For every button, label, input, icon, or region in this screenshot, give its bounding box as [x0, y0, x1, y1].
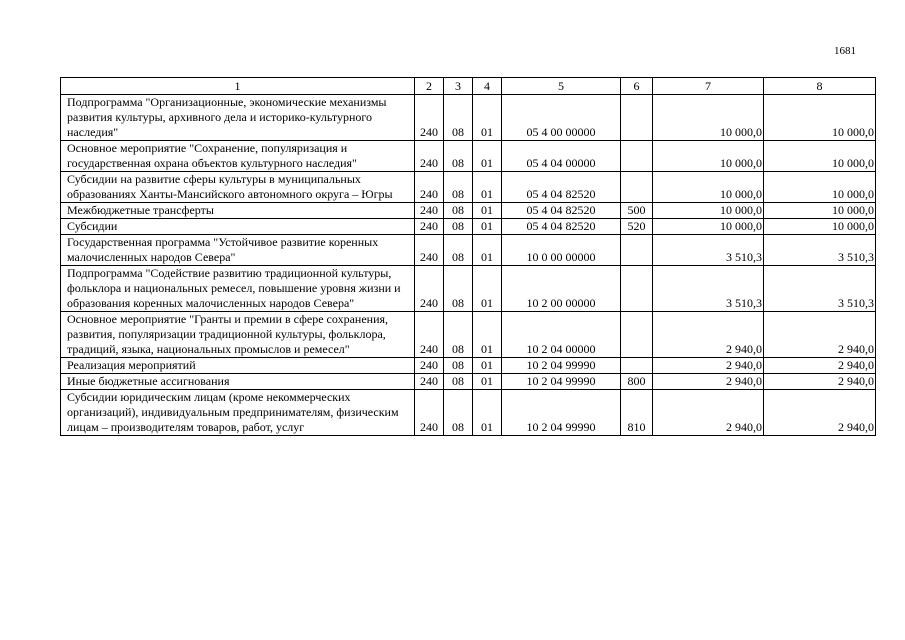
row-name: Субсидии юридическим лицам (кроме некоммерческих организаций), индивидуальным предпринимателям, физическим лицам – производителям товаров, работ, услуг	[61, 390, 415, 436]
column-6-cell	[621, 141, 653, 172]
column-header: 6	[621, 78, 653, 95]
row-name: Государственная программа "Устойчивое развитие коренных малочисленных народов Севера"	[61, 235, 415, 266]
column-7-cell: 10 000,0	[653, 172, 764, 203]
column-2-cell: 240	[415, 203, 444, 219]
column-4-cell: 01	[473, 266, 502, 312]
column-3-cell: 08	[444, 141, 473, 172]
column-3-cell: 08	[444, 172, 473, 203]
column-8-cell: 10 000,0	[764, 172, 876, 203]
table-row	[61, 312, 876, 358]
column-8-cell: 10 000,0	[764, 203, 876, 219]
column-7-cell: 3 510,3	[653, 235, 764, 266]
column-4-cell: 01	[473, 390, 502, 436]
row-name: Основное мероприятие "Гранты и премии в сфере сохранения, развития, популяризации традиционной культуры, фольклора, традиций, языка, национальных промыслов и ремесел"	[61, 312, 415, 358]
column-8-cell: 10 000,0	[764, 95, 876, 141]
column-7-cell: 10 000,0	[653, 203, 764, 219]
column-3-cell: 08	[444, 358, 473, 374]
column-7-cell: 2 940,0	[653, 312, 764, 358]
column-2-cell: 240	[415, 312, 444, 358]
column-6-cell	[621, 266, 653, 312]
column-6-cell: 500	[621, 203, 653, 219]
row-name: Субсидии	[61, 219, 415, 235]
column-7-cell: 2 940,0	[653, 358, 764, 374]
column-6-cell	[621, 95, 653, 141]
column-6-cell	[621, 312, 653, 358]
table-header-row	[61, 78, 876, 95]
column-6-cell	[621, 358, 653, 374]
column-4-cell: 01	[473, 203, 502, 219]
column-header: 4	[473, 78, 502, 95]
column-7-cell: 10 000,0	[653, 219, 764, 235]
column-header: 7	[653, 78, 764, 95]
column-6-cell	[621, 235, 653, 266]
column-3-cell: 08	[444, 203, 473, 219]
row-name: Основное мероприятие "Сохранение, популяризация и государственная охрана объектов культурного наследия"	[61, 141, 415, 172]
column-5-cell: 05 4 04 82520	[502, 172, 621, 203]
column-3-cell: 08	[444, 266, 473, 312]
page-number: 1681	[834, 45, 856, 57]
row-name: Подпрограмма "Организационные, экономические механизмы развития культуры, архивного дела и историко-культурного наследия"	[61, 95, 415, 141]
column-3-cell: 08	[444, 390, 473, 436]
column-header: 2	[415, 78, 444, 95]
column-8-cell: 2 940,0	[764, 312, 876, 358]
column-4-cell: 01	[473, 235, 502, 266]
column-4-cell: 01	[473, 374, 502, 390]
column-2-cell: 240	[415, 141, 444, 172]
column-6-cell: 800	[621, 374, 653, 390]
column-4-cell: 01	[473, 95, 502, 141]
column-5-cell: 10 0 00 00000	[502, 235, 621, 266]
column-7-cell: 10 000,0	[653, 141, 764, 172]
column-6-cell: 810	[621, 390, 653, 436]
table-row	[61, 358, 876, 374]
table-row	[61, 95, 876, 141]
column-6-cell	[621, 172, 653, 203]
column-7-cell: 2 940,0	[653, 390, 764, 436]
column-8-cell: 3 510,3	[764, 266, 876, 312]
column-5-cell: 10 2 04 99990	[502, 358, 621, 374]
table-row	[61, 235, 876, 266]
column-8-cell: 2 940,0	[764, 358, 876, 374]
column-2-cell: 240	[415, 172, 444, 203]
column-2-cell: 240	[415, 266, 444, 312]
column-4-cell: 01	[473, 219, 502, 235]
row-name: Иные бюджетные ассигнования	[61, 374, 415, 390]
column-8-cell: 3 510,3	[764, 235, 876, 266]
table-row	[61, 219, 876, 235]
column-7-cell: 2 940,0	[653, 374, 764, 390]
column-3-cell: 08	[444, 374, 473, 390]
column-8-cell: 2 940,0	[764, 374, 876, 390]
column-4-cell: 01	[473, 141, 502, 172]
row-name: Субсидии на развитие сферы культуры в муниципальных образованиях Ханты-Мансийского автономного округа – Югры	[61, 172, 415, 203]
column-header: 5	[502, 78, 621, 95]
column-5-cell: 05 4 04 82520	[502, 219, 621, 235]
column-5-cell: 05 4 04 82520	[502, 203, 621, 219]
column-7-cell: 10 000,0	[653, 95, 764, 141]
column-4-cell: 01	[473, 172, 502, 203]
column-2-cell: 240	[415, 235, 444, 266]
column-4-cell: 01	[473, 312, 502, 358]
column-header: 8	[764, 78, 876, 95]
column-5-cell: 05 4 04 00000	[502, 141, 621, 172]
column-header: 1	[61, 78, 415, 95]
row-name: Реализация мероприятий	[61, 358, 415, 374]
column-2-cell: 240	[415, 374, 444, 390]
column-3-cell: 08	[444, 312, 473, 358]
table-row	[61, 390, 876, 436]
row-name: Межбюджетные трансферты	[61, 203, 415, 219]
column-8-cell: 2 940,0	[764, 390, 876, 436]
column-3-cell: 08	[444, 219, 473, 235]
column-5-cell: 10 2 04 99990	[502, 390, 621, 436]
table-row	[61, 203, 876, 219]
column-7-cell: 3 510,3	[653, 266, 764, 312]
column-2-cell: 240	[415, 95, 444, 141]
table-row	[61, 374, 876, 390]
column-8-cell: 10 000,0	[764, 219, 876, 235]
column-5-cell: 10 2 00 00000	[502, 266, 621, 312]
row-name: Подпрограмма "Содействие развитию традиционной культуры, фольклора и национальных ремесел, повышение уровня жизни и образования коренных малочисленных народов Севера"	[61, 266, 415, 312]
column-5-cell: 10 2 04 00000	[502, 312, 621, 358]
table-row	[61, 141, 876, 172]
table-row	[61, 266, 876, 312]
column-header: 3	[444, 78, 473, 95]
column-3-cell: 08	[444, 235, 473, 266]
table-row	[61, 172, 876, 203]
column-2-cell: 240	[415, 219, 444, 235]
column-4-cell: 01	[473, 358, 502, 374]
column-3-cell: 08	[444, 95, 473, 141]
column-5-cell: 05 4 00 00000	[502, 95, 621, 141]
column-2-cell: 240	[415, 390, 444, 436]
column-5-cell: 10 2 04 99990	[502, 374, 621, 390]
column-8-cell: 10 000,0	[764, 141, 876, 172]
column-2-cell: 240	[415, 358, 444, 374]
budget-table	[60, 77, 876, 436]
column-6-cell: 520	[621, 219, 653, 235]
